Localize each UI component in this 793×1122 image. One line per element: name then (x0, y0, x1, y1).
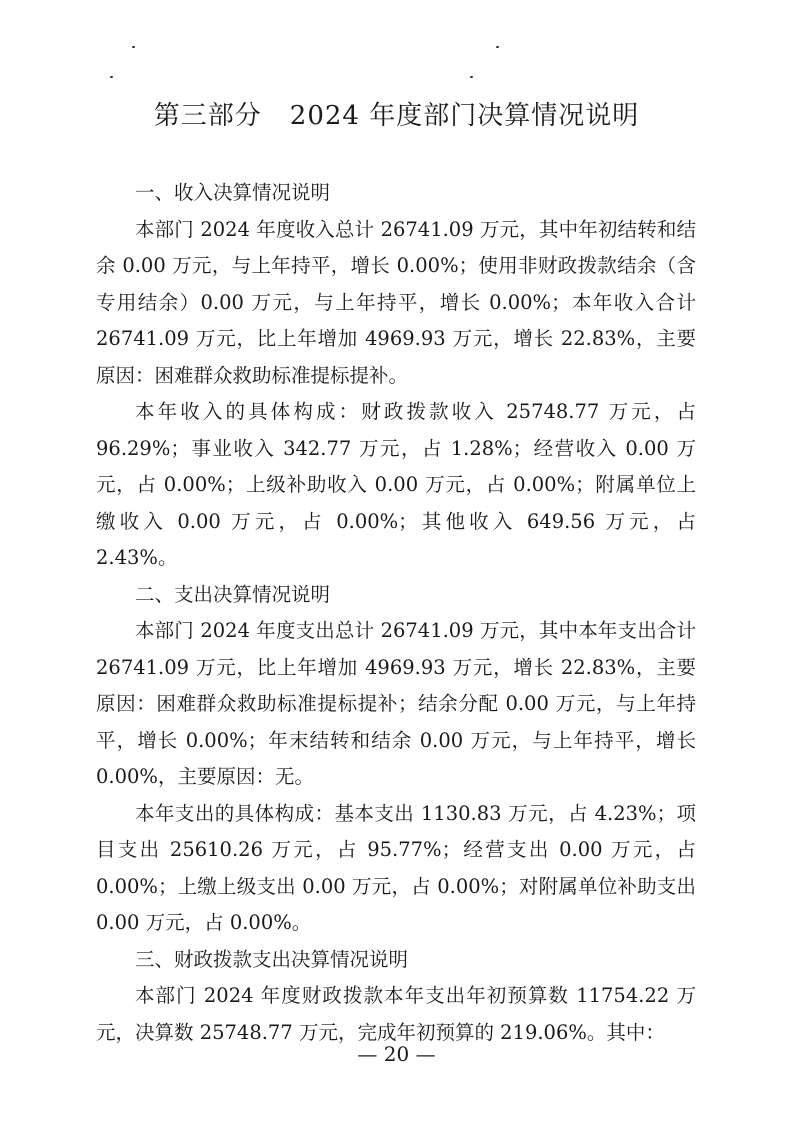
document-body (96, 175, 696, 1051)
page-title (0, 95, 793, 132)
paragraph-fiscal-appropriation: 本部门 2024 年度财政拨款本年支出年初预算数 11754.22 万元，决算数 25748.77 万元，完成年初预算的 219.06%。其中： (96, 984, 696, 1044)
scan-speck (496, 46, 499, 48)
paragraph-income-composition: 本年收入的具体构成：财政拨款收入 25748.77 万元，占 96.29%；事业收入 342.77 万元，占 1.28%；经营收入 0.00 万元，占 0.00%；上级补助收入 0.00 万元，占 0.00%；附属单位上缴收入 0.00 万元，占 0.00%；其他收入 649.56 万元，占 2.43%。 (96, 400, 696, 569)
section-heading-expenditure: 二、支出决算情况说明 (135, 582, 331, 606)
title-text: 2024 年度部门决算情况说明 (289, 101, 640, 131)
scan-speck (470, 76, 473, 78)
paragraph-income-summary: 本部门 2024 年度收入总计 26741.09 万元，其中年初结转和结余 0.00 万元，与上年持平，增长 0.00%；使用非财政拨款结余（含专用结余）0.00 万元，与上年持平，增长 0.00%；本年收入合计 26741.09 万元，比上年增加 4969.93 万元，增长 22.83%，主要原因：困难群众救助标准提标提补。 (96, 217, 696, 387)
section-heading-income: 一、收入决算情况说明 (135, 181, 331, 204)
paragraph-expenditure-summary: 本部门 2024 年度支出总计 26741.09 万元，其中本年支出合计 26741.09 万元，比上年增加 4969.93 万元，增长 22.83%，主要原因：困难群众救助标准提标提补；结余分配 0.00 万元，与上年持平，增长 0.00%；年末结转和结余 0.00 万元，与上年持平，增长 0.00%，主要原因：无。 (96, 619, 696, 788)
paragraph-expenditure-composition: 本年支出的具体构成：基本支出 1130.83 万元，占 4.23%；项目支出 25610.26 万元，占 95.77%；经营支出 0.00 万元，占 0.00%；上缴上级支出 0.00 万元，占 0.00%；对附属单位补助支出 0.00 万元，占 0.00%。 (96, 801, 696, 934)
section-heading-fiscal-appropriation: 三、财政拨款支出决算情况说明 (135, 947, 409, 971)
title-part: 第三部分 (153, 101, 262, 131)
scan-speck (110, 76, 113, 78)
page-number: — 20 — (357, 1042, 436, 1066)
scan-speck (132, 46, 135, 48)
